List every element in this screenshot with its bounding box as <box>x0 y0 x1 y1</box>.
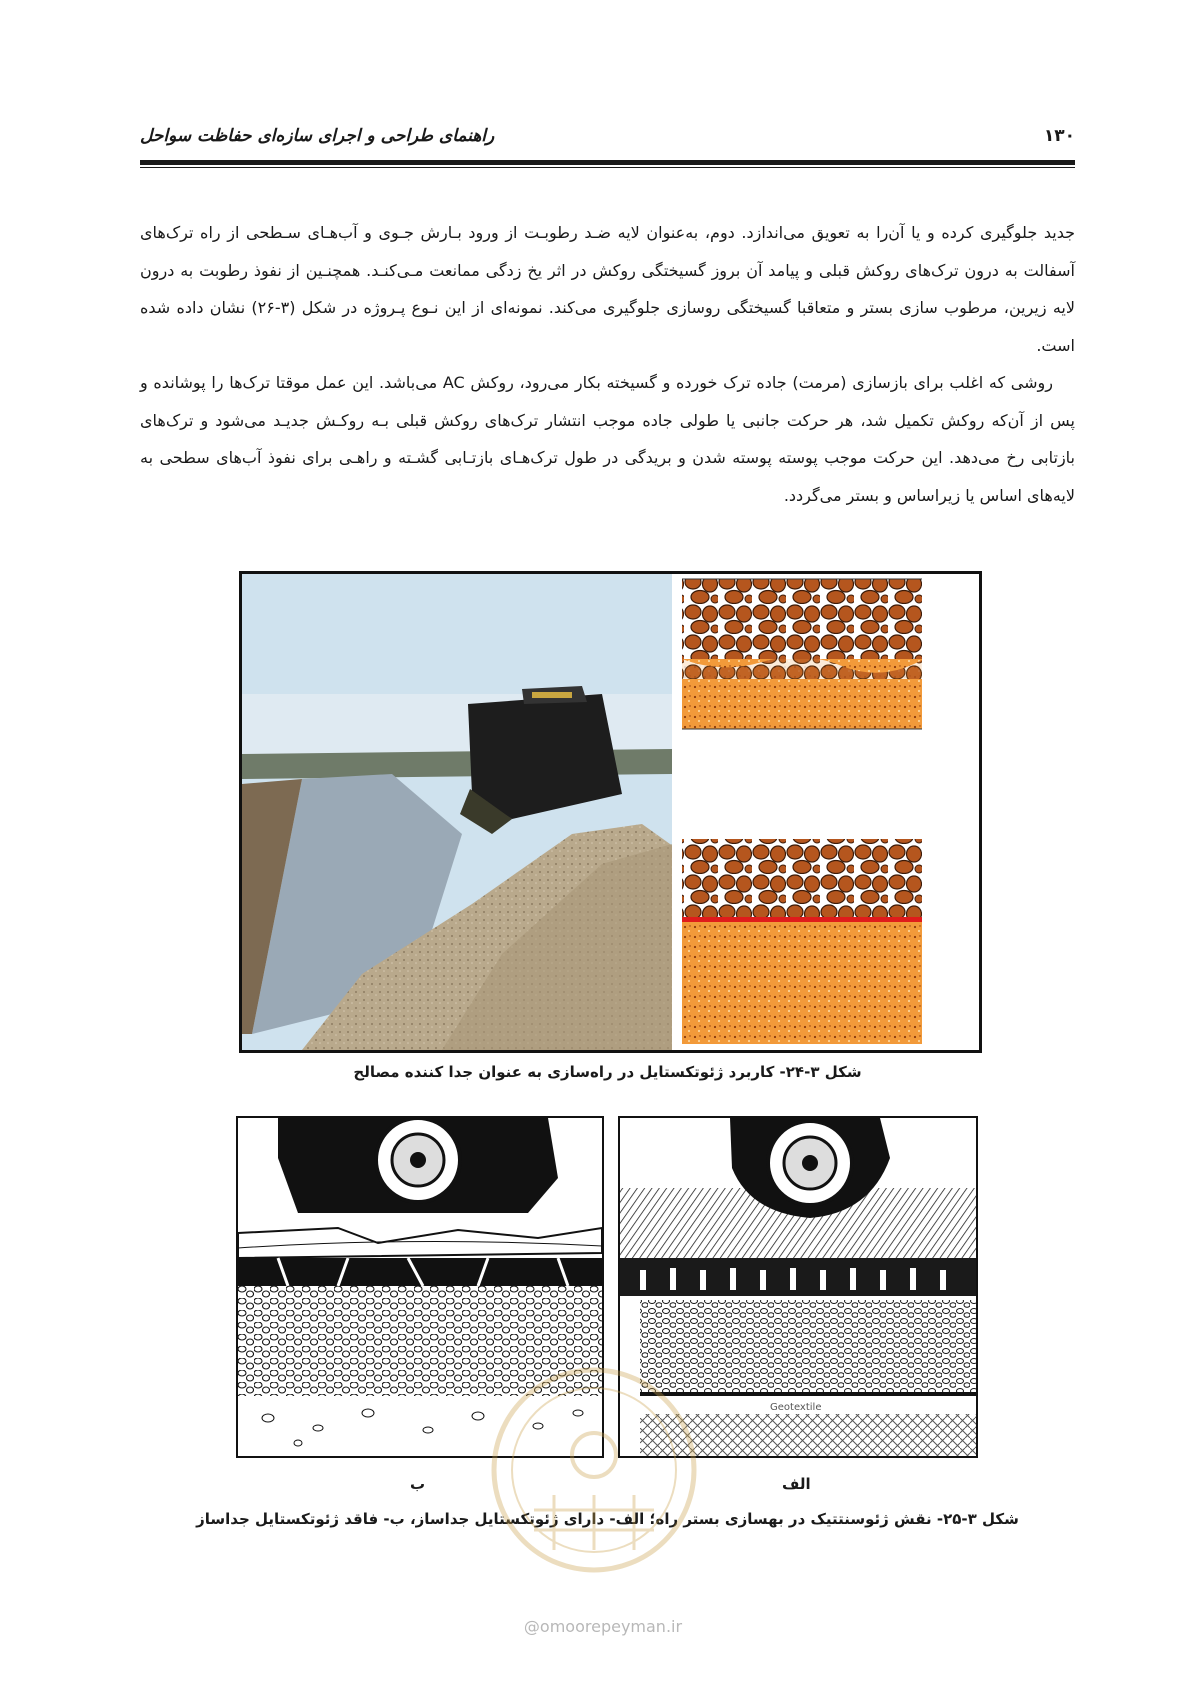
figure-roadwork-photo <box>239 571 982 1053</box>
header-rule-thin <box>140 167 1075 168</box>
figure-caption: شکل ۳-۲۴- کاربرد ژئوتکستایل در راه‌سازی به عنوان جدا کننده مصالح <box>353 1063 862 1081</box>
subfigure-label-b: ب <box>410 1475 426 1493</box>
geotextile-separator-line <box>682 917 922 922</box>
paragraph: جدید جلوگیری کرده و یا آن‌را به تعویق می‌اندازد. دوم، به‌عنوان لایه ضـد رطوبـت از ورود بـارش جـوی و آب‌هـای سـطحی از راه ترک‌های آسفالت به درون ترک‌های روکش قبلی و پیامد آن بروز گسیختگی روکش در اثر یخ زدگی ممانعت مـی‌کنـد. همچنـین از نفوذ رطوبت به درون لایه زیرین، مرطوب سازی بستر و متعاقبا گسیختگی روسازی جلوگیری می‌کند. نمونه‌ای از این نـوع پـروژه در شکل (۳-۲۶) نشان داده شده است. <box>140 223 1076 355</box>
page-number: ۱۳۰ <box>1043 126 1075 146</box>
geotextile-label: Geotextile <box>770 1402 822 1413</box>
figure-roadwork-illustration <box>242 574 979 1050</box>
page-header <box>140 126 1075 156</box>
seal-icon <box>474 1360 714 1590</box>
header-rule <box>140 160 1075 165</box>
body-text <box>140 214 1075 514</box>
watermark-site: @omoorepeyman.ir <box>523 1617 683 1636</box>
subfigure-label-a: الف <box>782 1475 811 1493</box>
paragraph: روشی که اغلب برای بازسازی (مرمت) جاده ترک خورده و گسیخته بکار می‌رود، روکش AC می‌باشد. این عمل موقتا ترک‌ها را پوشانده و پس از آن‌که روکش تکمیل شد، هر حرکت جانبی یا طولی جاده موجب انتشار ترک‌های روکش قبلی بـه روکـش جدیـد می‌شود و ترک‌های بازتابی رخ می‌دهد. این حرکت موجب پوسته پوسته شدن و بریدگی در طول ترک‌هـای بازتـابی گشـته و راهـی برای نفوذ آب‌های سطحی به لایه‌های اساس یا زیراساس و بستر می‌گردد. <box>140 373 1075 505</box>
running-title: راهنمای طراحی و اجرای سازه‌ای حفاظت سواحل <box>140 126 495 146</box>
figure-caption: شکل ۳-۲۵- نقش ژئوسنتتیک در بهسازی بستر راه؛ الف- دارای ژئوتکستایل جداساز، ب- فاقد ژئوتکستایل جداساز <box>196 1510 1019 1528</box>
watermark-seal <box>474 1360 714 1590</box>
